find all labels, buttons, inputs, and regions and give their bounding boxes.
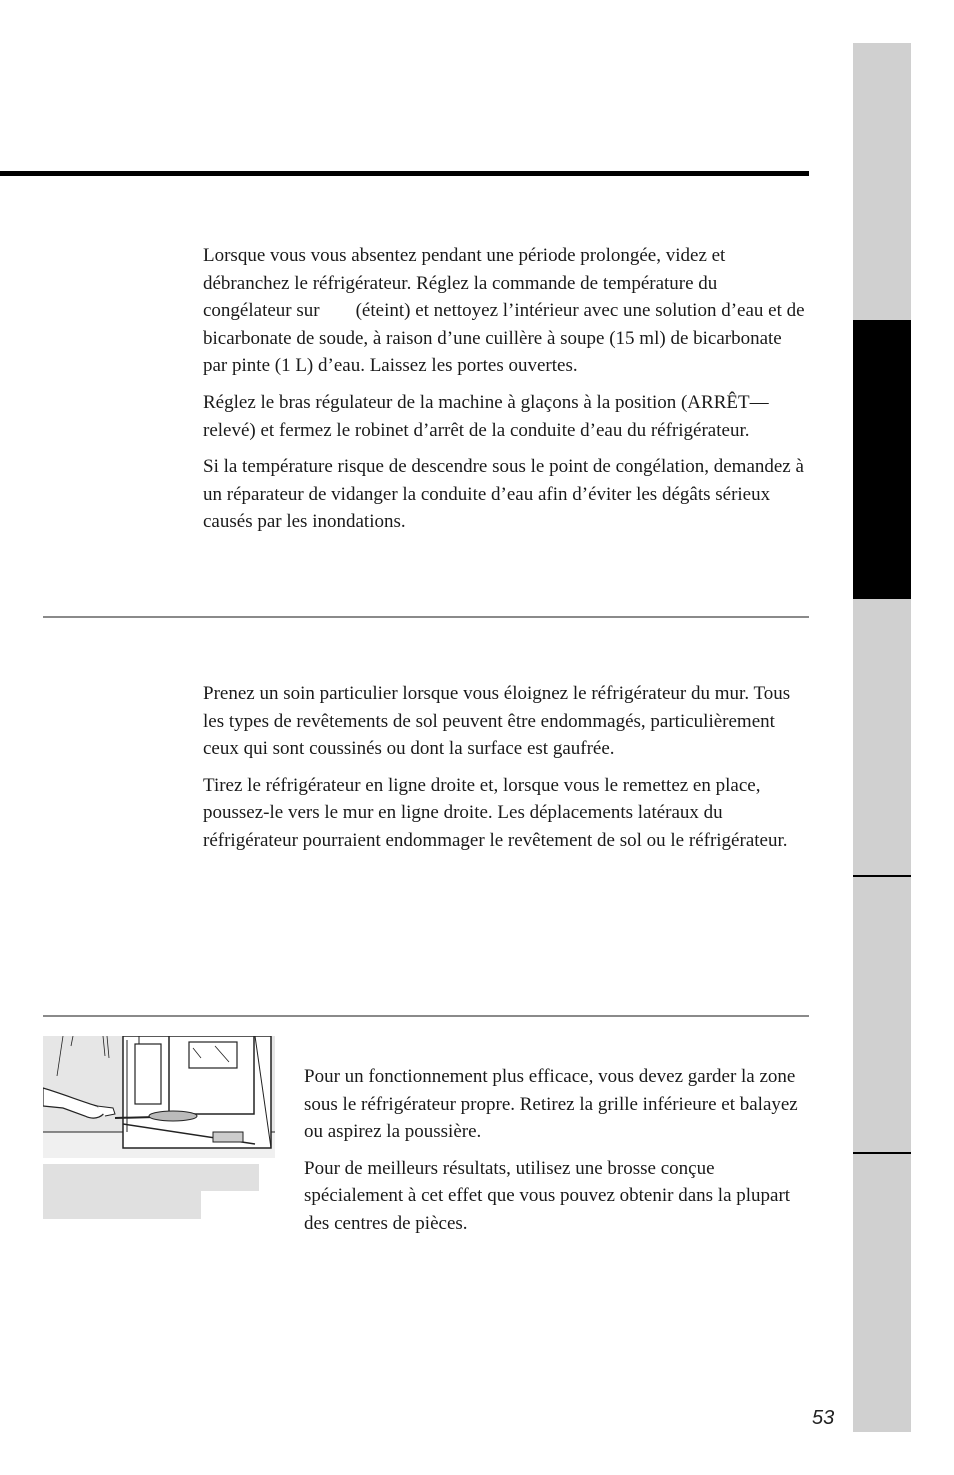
section-divider-1 [43,616,809,618]
cleaning-section [304,1063,809,1238]
moving-section [203,680,809,855]
moving-paragraph-1: Prenez un soin particulier lorsque vous éloignez le réfrigérateur du mur. Tous les types de revêtements de sol peuvent être endommagés, particulièrement ceux qui sont coussinés ou dont la surface est gaufrée. [203,683,791,760]
moving-paragraph-2: Tirez le réfrigérateur en ligne droite et, lorsque vous le remettez en place, poussez-le vers le mur en ligne droite. Les déplacements latéraux du réfrigérateur pourraient endommager le revêtement de sol ou le réfrigérateur. [203,774,788,851]
caption-box-bottom [43,1191,201,1219]
caption-box-top [43,1164,259,1191]
top-heading-rule [0,171,809,176]
side-tab-divider [853,1152,911,1154]
cleaning-paragraph-1: Pour un fonctionnement plus efficace, vous devez garder la zone sous le réfrigérateur propre. Retirez la grille inférieure et balayez ou aspirez la poussière. [304,1066,798,1143]
cleaning-paragraph-2: Pour de meilleurs résultats, utilisez une brosse conçue spécialement à cet effet que vous pouvez obtenir dans la plupart des centres de pièces. [304,1157,791,1234]
section-divider-2 [43,1015,809,1017]
vacation-paragraph-3: Si la température risque de descendre sous le point de congélation, demandez à un réparateur de vidanger la conduite d’eau afin d’éviter les dégâts sérieux causés par les inondations. [203,456,804,533]
page-number: 53 [812,1407,835,1429]
illustration-caption-box [43,1164,259,1219]
vacation-section [203,242,809,536]
side-section-tabs [853,43,911,1432]
side-tab-divider [853,875,911,877]
refrigerator-cleaning-illustration [43,1036,275,1158]
vacation-paragraph-1: Lorsque vous vous absentez pendant une période prolongée, videz et débranchez le réfrigérateur. Réglez la commande de température du congélateur sur (éteint) et nettoyez l’intérieur avec une solution d’eau et de bicarbonate de soude, à raison d’une cuillère à soupe (15 ml) de bicarbonate par pinte (1 L) d’eau. Laissez les portes ouvertes. [203,245,805,377]
side-tab-active[interactable] [853,320,911,599]
vacation-paragraph-2: Réglez le bras régulateur de la machine à glaçons à la position (ARRÊT—relevé) et fermez le robinet d’arrêt de la conduite d’eau du réfrigérateur. [203,391,769,441]
